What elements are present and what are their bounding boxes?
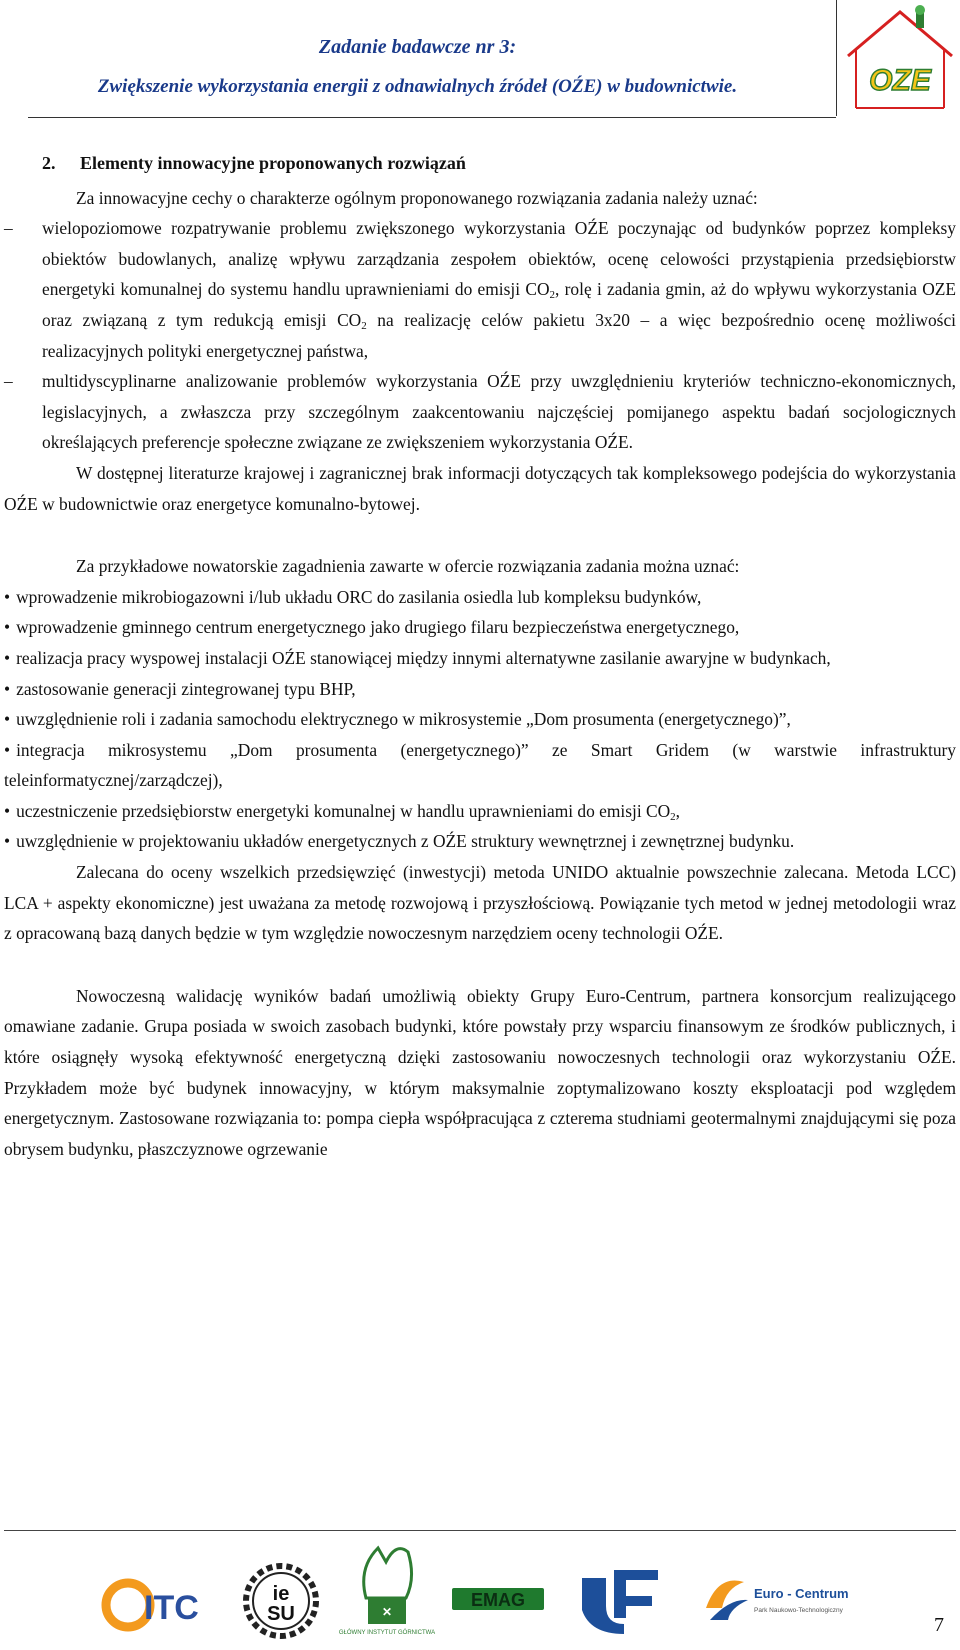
paragraph-intro: Za innowacyjne cechy o charakterze ogólnym proponowanego rozwiązania zadania należy uznać: xyxy=(76,187,758,208)
svg-text:ITC: ITC xyxy=(144,1589,199,1627)
paragraph-literature: W dostępnej literaturze krajowej i zagranicznej brak informacji dotyczących tak kompleksowego podejścia do wykorzystania OŹE w budownictwie oraz energetyce komunalno-bytowej. xyxy=(4,462,956,514)
bullet-item: • wprowadzenie gminnego centrum energetycznego jako drugiego filaru bezpieczeństwa energetycznego, xyxy=(4,617,740,638)
paragraph-methods: Zalecana do oceny wszelkich przedsięwzięć (inwestycji) metoda UNIDO aktualnie powszechnie zalecana. Metoda LCC) LCA + aspekty ekonomiczne) jest uważana za metodę rozwojową i przyszłościową. Powiązanie tych metod w jednej metodologii wraz z opracowaną bazą danych będzie w tym względzie nowoczesnym narzędziem oceny technologii OŹE. xyxy=(4,862,956,944)
svg-text:EMAG: EMAG xyxy=(471,1590,525,1610)
header-divider-horizontal xyxy=(28,117,836,118)
bullet-item: • uwzględnienie w projektowaniu układów energetycznych z OŹE struktury wewnętrznej i zewnętrznej budynku. xyxy=(4,831,795,852)
svg-text:Euro - Centrum: Euro - Centrum xyxy=(754,1586,849,1601)
itc-logo xyxy=(100,1575,199,1635)
svg-text:Park Naukowo-Technologiczny: Park Naukowo-Technologiczny xyxy=(754,1607,843,1614)
university-logo xyxy=(576,1566,662,1638)
bullet-item: • wprowadzenie mikrobiogazowni i/lub układu ORC do zasilania osiedla lub kompleksu budynków, xyxy=(4,586,702,607)
page-number: 7 xyxy=(934,1614,944,1636)
list-item: – wielopoziomowe rozpatrywanie problemu zwiększonego wykorzystania OŹE poczynając od budynków poprzez kompleksy obiektów budowlanych, analizę wpływu zarządzania zespołem obiektów, ocenę celowości przystąpienia przedsiębiorstw energetyki komunalnej do systemu handlu uprawnieniami do emisji $CO_2$, rolę i zadania gmin, aż do wpływu wykorzystania OZE oraz związaną z tym redukcją emisji $CO_2$ na realizację celów pakietu 3x20 – a więc bezpośrednio ocenę możliwości realizacyjnych polityki energetycznej państwa, xyxy=(4,213,956,366)
section-number: 2. xyxy=(42,153,56,173)
bullet-item: • uczestniczenie przedsiębiorstw energetyki komunalnej w handlu uprawnieniami do emisji $CO_2$, xyxy=(4,800,681,823)
section-heading xyxy=(4,148,956,179)
dash-marker: – xyxy=(4,371,13,392)
paragraph-examples-intro: Za przykładowe nowatorskie zagadnienia zawarte w ofercie rozwiązania zadania można uznać: xyxy=(76,556,740,577)
svg-text:ie: ie xyxy=(272,1583,290,1605)
bullet-item: • realizacja pracy wyspowej instalacji OŹE stanowiącej między innymi alternatywne zasilanie awaryjne w budynkach, xyxy=(4,647,831,668)
dash-marker: – xyxy=(4,218,13,239)
paragraph-validation: Nowoczesną walidację wyników badań umożliwią obiekty Grupy Euro-Centrum, partnera konsorcjum realizującego omawiane zadanie. Grupa posiada w swoich zasobach budynki, które powstały przy wsparciu finansowym ze środków publicznych, i które osiągnęły wysoką efektywność energetyczną dzięki zastosowaniu nowoczesnych technologii oraz wykorzystaniu OŹE. Przykładem może być budynek innowacyjny, w którym maksymalnie zoptymalizowano koszty eksploatacji pod względem energetycznym. Zastosowane rozwiązania to: pompa ciepła współpracująca z czterema studniami geotermalnymi znajdującymi się poza obrysem budynku, płaszczyznowe ogrzewanie xyxy=(4,985,956,1159)
bullet-item: • zastosowanie generacji zintegrowanej typu BHP, xyxy=(4,678,356,699)
document-body xyxy=(4,148,956,1164)
euro-centrum-logo xyxy=(700,1568,849,1632)
bullet-item: • integracja mikrosystemu „Dom prosumenta (energetycznego)” ze Smart Gridem (w warstwie infrastruktury teleinformatycznej/zarządczej), xyxy=(4,739,956,791)
svg-text:✕: ✕ xyxy=(381,1605,393,1619)
header-title-line1: Zadanie badawcze nr 3: xyxy=(318,36,517,58)
gig-logo xyxy=(338,1538,436,1650)
section-title: Elementy innowacyjne proponowanych rozwiązań xyxy=(80,153,466,173)
bullet-item: • uwzględnienie roli i zadania samochodu elektrycznego w mikrosystemie „Dom prosumenta (energetycznego)”, xyxy=(4,709,791,730)
svg-text:SU: SU xyxy=(267,1603,295,1625)
iesu-logo xyxy=(242,1562,320,1640)
emag-logo xyxy=(452,1582,544,1616)
oze-house-logo xyxy=(842,4,958,112)
header-divider-vertical xyxy=(836,0,837,116)
header-title-line2: Zwiększenie wykorzystania energii z odnawialnych źródeł (OŹE) w budownictwie. xyxy=(97,76,738,97)
svg-text:GŁÓWNY INSTYTUT GÓRNICTWA: GŁÓWNY INSTYTUT GÓRNICTWA xyxy=(338,1630,436,1636)
list-item: – multidyscyplinarne analizowanie problemów wykorzystania OŹE przy uwzględnieniu kryteriów techniczno-ekonomicznych, legislacyjnych, a zwłaszcza przy szczególnym zaakcentowaniu najczęściej pomijanego aspektu badań socjologicznych określających preferencje społeczne związane ze zwiększeniem wykorzystania OŹE. xyxy=(4,366,956,458)
page-header xyxy=(0,0,960,120)
footer-divider xyxy=(4,1530,956,1531)
svg-text:OZE: OZE xyxy=(869,64,931,97)
